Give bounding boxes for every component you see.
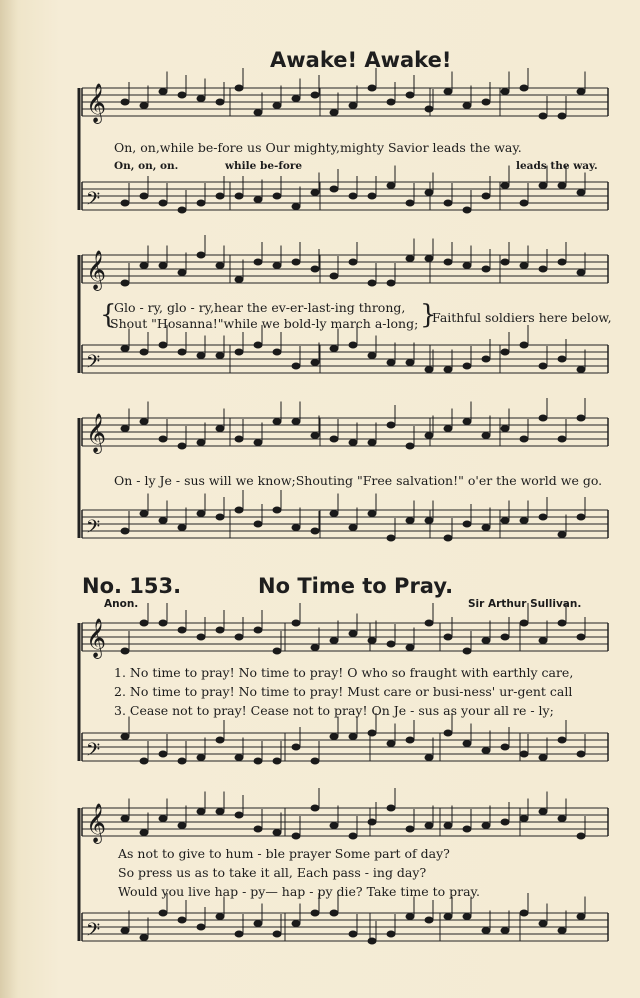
song2-verse3-line1: 3. Cease not to pray! Cease not to pray! On Je - sus as your all re - ly; [114,703,554,718]
svg-text:𝄢: 𝄢 [86,920,101,945]
svg-text:𝄞: 𝄞 [86,83,107,123]
song2-verse3-line2: Would you live hap - py— hap - py die? Take time to pray. [118,884,480,899]
song2-verse1-line1: 1. No time to pray! No time to pray! O who so fraught with earthly care, [114,665,574,680]
song2-author-words: Anon. [104,598,139,610]
song2-author-music: Sir Arthur Sullivan. [468,598,582,610]
song1-title: Awake! Awake! [270,48,452,72]
svg-text:𝄢: 𝄢 [86,352,101,377]
song1-bass-lyric-1: On, on, on. [114,160,179,172]
song2-verse1-line2: As not to give to hum - ble prayer Some part of day? [118,846,450,861]
svg-text:𝄞: 𝄞 [86,413,107,453]
song2-verse2-line1: 2. No time to pray! No time to pray! Must care or busi-ness' ur-gent call [114,684,573,699]
song1-lyric-line2a: Glo - ry, glo - ry,hear the ev-er-last-ing throng, [114,300,406,315]
song2-title: No Time to Pray. [258,574,454,598]
svg-text:𝄞: 𝄞 [86,803,107,843]
song2-number: No. 153. [82,574,182,598]
song1-lyric-refrain: Faithful soldiers here below, [432,310,612,325]
song1-lyric-line3: On - ly Je - sus will we know;Shouting "Free salvation!" o'er the world we go. [114,473,603,488]
song1-bass-lyric-2: while be-fore [225,160,303,172]
song1-brace-left: { [100,300,117,330]
svg-text:𝄢: 𝄢 [86,740,101,765]
svg-text:𝄢: 𝄢 [86,517,101,542]
song1-brace-right: } [420,300,437,330]
svg-text:𝄢: 𝄢 [86,189,101,214]
svg-text:𝄞: 𝄞 [86,250,107,290]
svg-text:𝄞: 𝄞 [86,618,107,658]
song1-lyric-line2b: Shout "Hosanna!"while we bold-ly march a-long; [110,316,419,331]
song2-verse2-line2: So press us as to take it all, Each pass - ing day? [118,865,427,880]
song1-bass-lyric-3: leads the way. [516,160,598,172]
song1-lyric-line1: On, on,while be-fore us Our mighty,mighty Savior leads the way. [114,140,522,155]
